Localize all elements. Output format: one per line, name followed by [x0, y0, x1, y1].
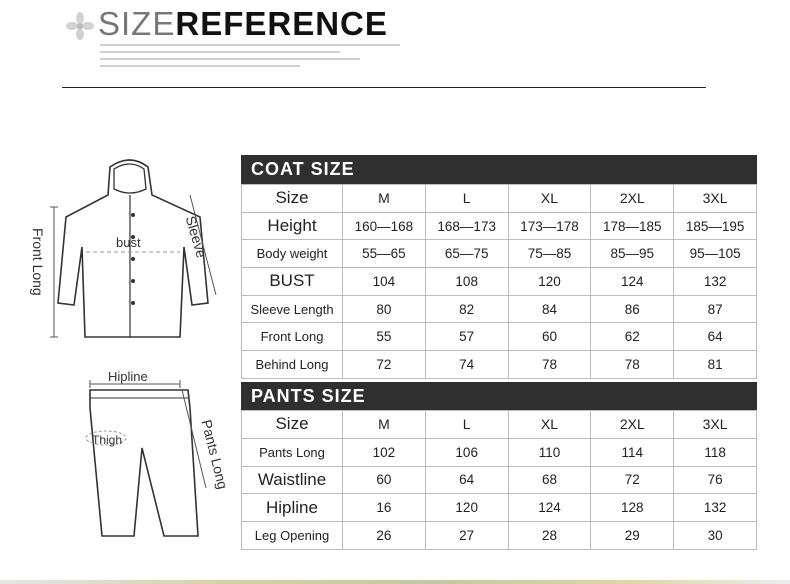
table-cell: 28	[508, 522, 591, 550]
table-row	[242, 494, 757, 522]
row-label: Front Long	[242, 323, 343, 351]
table-row	[242, 268, 757, 296]
table-cell: 60	[508, 323, 591, 351]
table-cell: 75—85	[508, 240, 591, 268]
table-row	[242, 438, 757, 466]
table-cell: 132	[674, 268, 757, 296]
row-label: Body weight	[242, 240, 343, 268]
table-row	[242, 323, 757, 351]
page-title	[98, 5, 388, 43]
table-cell: 160—168	[343, 212, 426, 240]
table-cell: 124	[591, 268, 674, 296]
row-label: Hipline	[242, 494, 343, 522]
table-cell: 72	[343, 351, 426, 379]
table-cell: 168—173	[425, 212, 508, 240]
table-cell: 132	[674, 494, 757, 522]
size-header-cell: L	[425, 185, 508, 213]
row-label: Sleeve Length	[242, 295, 343, 323]
table-cell: 76	[674, 466, 757, 494]
table-cell: 128	[591, 494, 674, 522]
table-cell: 120	[508, 268, 591, 296]
table-row	[242, 411, 757, 439]
table-cell: 95—105	[674, 240, 757, 268]
title-light: SIZE	[98, 5, 176, 42]
table-cell: 86	[591, 295, 674, 323]
pants-table	[241, 410, 757, 550]
pants-outline	[90, 390, 198, 536]
table-cell: 74	[425, 351, 508, 379]
table-cell: 72	[591, 466, 674, 494]
table-cell: 118	[674, 438, 757, 466]
table-row	[242, 466, 757, 494]
table-cell: 68	[508, 466, 591, 494]
table-row	[242, 212, 757, 240]
table-cell: 29	[591, 522, 674, 550]
table-cell: 114	[591, 438, 674, 466]
table-row	[242, 522, 757, 550]
row-label: Size	[242, 411, 343, 439]
hipline-label: Hipline	[108, 369, 148, 384]
fine-print-decoration	[100, 44, 410, 72]
coat-size-heading: COAT SIZE	[241, 155, 757, 184]
row-label: Size	[242, 185, 343, 213]
table-cell: 102	[343, 438, 426, 466]
coat-table	[241, 184, 757, 379]
table-row	[242, 185, 757, 213]
table-cell: 110	[508, 438, 591, 466]
title-bold: REFERENCE	[175, 5, 388, 42]
row-label: Pants Long	[242, 438, 343, 466]
table-cell: 60	[343, 466, 426, 494]
table-cell: 78	[591, 351, 674, 379]
table-cell: 104	[343, 268, 426, 296]
table-cell: 57	[425, 323, 508, 351]
table-cell: 16	[343, 494, 426, 522]
pants-diagram	[60, 368, 220, 553]
table-cell: 124	[508, 494, 591, 522]
thigh-label: Thigh	[92, 433, 123, 447]
table-row	[242, 351, 757, 379]
table-row	[242, 240, 757, 268]
table-cell: 87	[674, 295, 757, 323]
table-cell: 55—65	[343, 240, 426, 268]
header-divider	[62, 87, 706, 88]
coat-size-table	[241, 155, 757, 379]
table-cell: 81	[674, 351, 757, 379]
row-label: BUST	[242, 268, 343, 296]
table-cell: 26	[343, 522, 426, 550]
row-label: Waistline	[242, 466, 343, 494]
table-cell: 55	[343, 323, 426, 351]
table-cell: 106	[425, 438, 508, 466]
bust-label: bust	[116, 235, 141, 250]
front-long-label: Front Long	[30, 228, 46, 296]
size-header-cell: 3XL	[674, 185, 757, 213]
pants-size-heading: PANTS SIZE	[241, 382, 757, 410]
table-cell: 78	[508, 351, 591, 379]
table-cell: 80	[343, 295, 426, 323]
size-header-cell: XL	[508, 185, 591, 213]
table-cell: 27	[425, 522, 508, 550]
table-cell: 64	[674, 323, 757, 351]
table-cell: 173—178	[508, 212, 591, 240]
pants-long-label: Pants Long	[198, 418, 232, 491]
table-cell: 84	[508, 295, 591, 323]
size-header-cell: 2XL	[591, 411, 674, 439]
size-header-cell: XL	[508, 411, 591, 439]
size-header-cell: M	[343, 185, 426, 213]
size-header-cell: L	[425, 411, 508, 439]
table-cell: 108	[425, 268, 508, 296]
bottom-decoration-strip	[0, 580, 790, 584]
size-header-cell: 3XL	[674, 411, 757, 439]
table-cell: 65—75	[425, 240, 508, 268]
row-label: Height	[242, 212, 343, 240]
table-cell: 64	[425, 466, 508, 494]
table-cell: 30	[674, 522, 757, 550]
table-cell: 120	[425, 494, 508, 522]
row-label: Behind Long	[242, 351, 343, 379]
table-cell: 62	[591, 323, 674, 351]
table-cell: 185—195	[674, 212, 757, 240]
sleeve-label: Sleeve	[182, 214, 210, 260]
flower-logo-icon	[66, 12, 94, 40]
pants-size-table	[241, 382, 757, 550]
table-cell: 85—95	[591, 240, 674, 268]
table-row	[242, 295, 757, 323]
size-header-cell: M	[343, 411, 426, 439]
row-label: Leg Opening	[242, 522, 343, 550]
size-header-cell: 2XL	[591, 185, 674, 213]
table-cell: 82	[425, 295, 508, 323]
table-cell: 178—185	[591, 212, 674, 240]
